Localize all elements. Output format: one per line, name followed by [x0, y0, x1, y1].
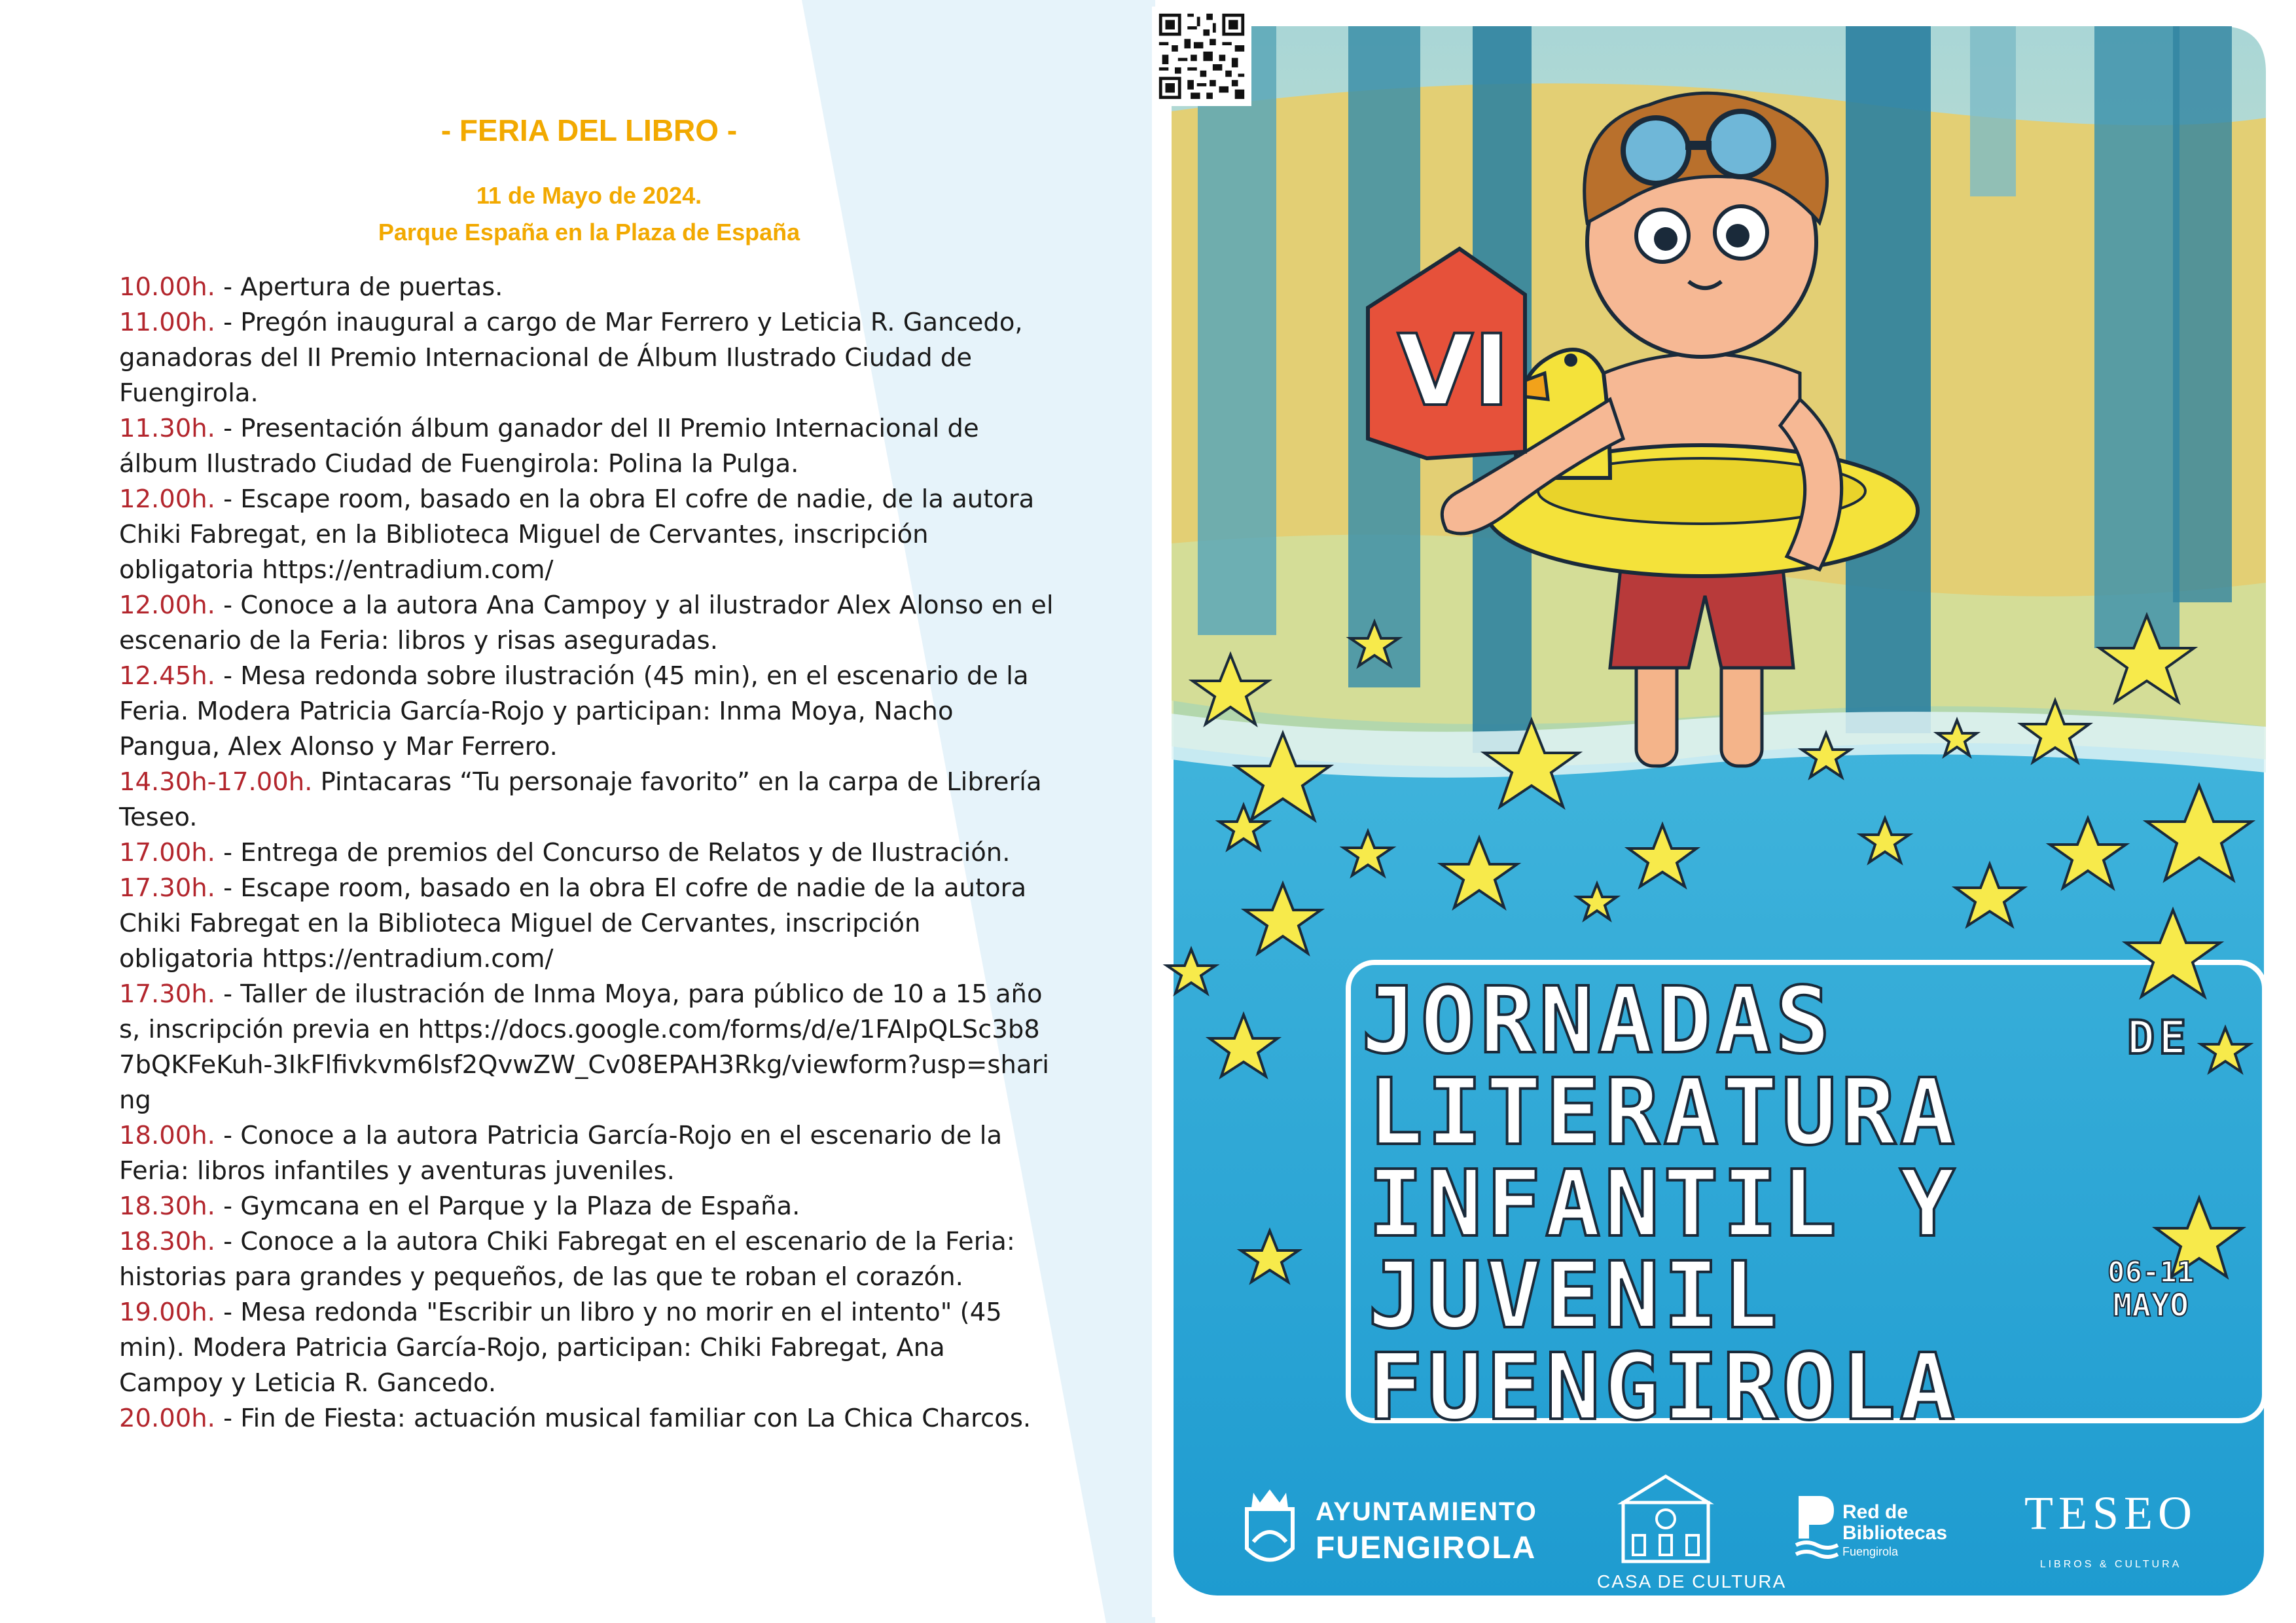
title-line-4: INFANTIL Y — [1368, 1151, 1959, 1258]
schedule-text: - Conoce a la autora Patricia García-Rojo en el escenario de la Feria: libros infantiles y aventuras juveniles. — [119, 1121, 1003, 1186]
ayuntamiento-label: AYUNTAMIENTO — [1316, 1497, 1537, 1526]
schedule-text: - Mesa redonda "Escribir un libro y no morir en el intento" (45 min). Modera Patricia García-Rojo, participan: Chiki Fabregat, Ana Campoy y Leticia R. Gancedo. — [119, 1298, 1002, 1398]
schedule-item — [119, 1189, 1055, 1224]
schedule-list — [119, 270, 1055, 1436]
coat-of-arms-icon — [1237, 1483, 1302, 1575]
schedule-time: 18.30h. — [119, 1192, 215, 1221]
library-network-icon — [1793, 1493, 1839, 1565]
schedule-time: 12.45h. — [119, 661, 215, 691]
schedule-time: 17.00h. — [119, 838, 215, 867]
schedule-item — [119, 411, 1055, 482]
schedule-item — [119, 305, 1055, 411]
schedule-item — [119, 1224, 1055, 1295]
schedule-text: - Presentación álbum ganador del II Premio Internacional de álbum Ilustrado Ciudad de Fuengirola: Polina la Pulga. — [119, 414, 979, 479]
schedule-time: 12.00h. — [119, 591, 215, 620]
title-line-1: JORNADAS — [1361, 968, 1835, 1074]
schedule-text: - Mesa redonda sobre ilustración (45 min), en el escenario de la Feria. Modera Patricia García-Rojo y participan: Inma Moya, Nacho Pangua, Alex Alonso y Mar Ferrero. — [119, 661, 1029, 761]
schedule-time: 12.00h. — [119, 484, 215, 514]
fuengirola-label: FUENGIROLA — [1316, 1531, 1537, 1565]
book-numeral: VI — [1397, 314, 1510, 428]
poster — [1152, 7, 2286, 1617]
schedule-time: 17.30h. — [119, 873, 215, 903]
schedule-item — [119, 659, 1055, 765]
schedule-text: - Escape room, basado en la obra El cofre de nadie de la autora Chiki Fabregat en la Biblioteca Miguel de Cervantes, inscripción obligatoria https://entradium.com/ — [119, 873, 1027, 974]
fair-title: - FERIA DEL LIBRO - — [440, 113, 738, 147]
event-month: MAYO — [2113, 1287, 2189, 1324]
title-line-5: JUVENIL — [1368, 1243, 1782, 1349]
schedule-item — [119, 1295, 1055, 1401]
schedule-text: - Pregón inaugural a cargo de Mar Ferrero y Leticia R. Gancedo, ganadoras del II Premio Internacional de Álbum Ilustrado Ciudad de Fuengirola. — [119, 308, 1023, 408]
schedule-item — [119, 871, 1055, 977]
title-line-2: DE — [2127, 1011, 2191, 1065]
schedule-text: Pintacaras “Tu personaje favorito” en la carpa de Librería Teseo. — [119, 767, 1042, 832]
teseo-label: TESEO — [2024, 1487, 2197, 1539]
schedule-text: - Apertura de puertas. — [215, 272, 503, 302]
casa-de-cultura-label: CASA DE CULTURA — [1597, 1571, 1787, 1592]
event-dates — [2108, 1256, 2195, 1324]
schedule-text: - Conoce a la autora Chiki Fabregat en el escenario de la Feria: historias para grandes y pequeños, de las que te roban el corazón. — [119, 1227, 1015, 1292]
schedule-item — [119, 588, 1055, 659]
teseo-sub: LIBROS & CULTURA — [2039, 1559, 2182, 1570]
schedule-item — [119, 977, 1055, 1118]
event-days: 06-11 — [2108, 1256, 2195, 1289]
schedule-time: 10.00h. — [119, 272, 215, 302]
schedule-item — [119, 1401, 1055, 1436]
red-bibliotecas-label: Red de Bibliotecas — [1842, 1501, 1948, 1544]
title-line-6: FUENGIROLA — [1368, 1334, 1959, 1441]
schedule-time: 11.00h. — [119, 308, 215, 337]
schedule-time: 20.00h. — [119, 1404, 215, 1433]
schedule-text: - Gymcana en el Parque y la Plaza de España. — [215, 1192, 800, 1221]
title-line-3: LITERATURA — [1368, 1059, 1959, 1166]
schedule-text: - Taller de ilustración de Inma Moya, para público de 10 a 15 años, inscripción previa en https://docs.google.com/forms/d/e/1FAIpQLSc3b87bQKFeKuh-3IkFlfivkvm6lsf2QvwZW_Cv08EPAH3Rkg/viewform?usp=sharing — [119, 979, 1049, 1115]
red-bibliotecas-sub: Fuengirola — [1842, 1545, 1899, 1558]
fair-place: Parque España en la Plaza de España — [378, 219, 800, 246]
schedule-time: 18.30h. — [119, 1227, 215, 1256]
schedule-time: 11.30h. — [119, 414, 215, 443]
poster-title — [1348, 962, 2265, 1441]
schedule-item — [119, 765, 1055, 835]
schedule-item — [119, 835, 1055, 871]
schedule-time: 17.30h. — [119, 979, 215, 1009]
schedule-text: - Fin de Fiesta: actuación musical familiar con La Chica Charcos. — [215, 1404, 1031, 1433]
schedule-text: - Escape room, basado en la obra El cofre de nadie, de la autora Chiki Fabregat, en la Biblioteca Miguel de Cervantes, inscripción obligatoria https://entradium.com/ — [119, 484, 1035, 585]
schedule-text: - Conoce a la autora Ana Campoy y al ilustrador Alex Alonso en el escenario de la Feria: libros y risas aseguradas. — [119, 591, 1054, 655]
schedule-page — [0, 0, 1145, 1623]
schedule-time: 14.30h-17.00h. — [119, 767, 313, 797]
qr-code-icon — [1152, 7, 1251, 106]
schedule-time: 19.00h. — [119, 1298, 215, 1327]
teseo-logo — [2003, 1489, 2219, 1571]
schedule-item — [119, 270, 1055, 305]
fair-date: 11 de Mayo de 2024. — [476, 182, 702, 209]
schedule-item — [119, 1118, 1055, 1189]
building-icon — [1597, 1463, 1734, 1568]
schedule-text: - Entrega de premios del Concurso de Relatos y de Ilustración. — [215, 838, 1011, 867]
schedule-time: 18.00h. — [119, 1121, 215, 1150]
schedule-item — [119, 482, 1055, 588]
